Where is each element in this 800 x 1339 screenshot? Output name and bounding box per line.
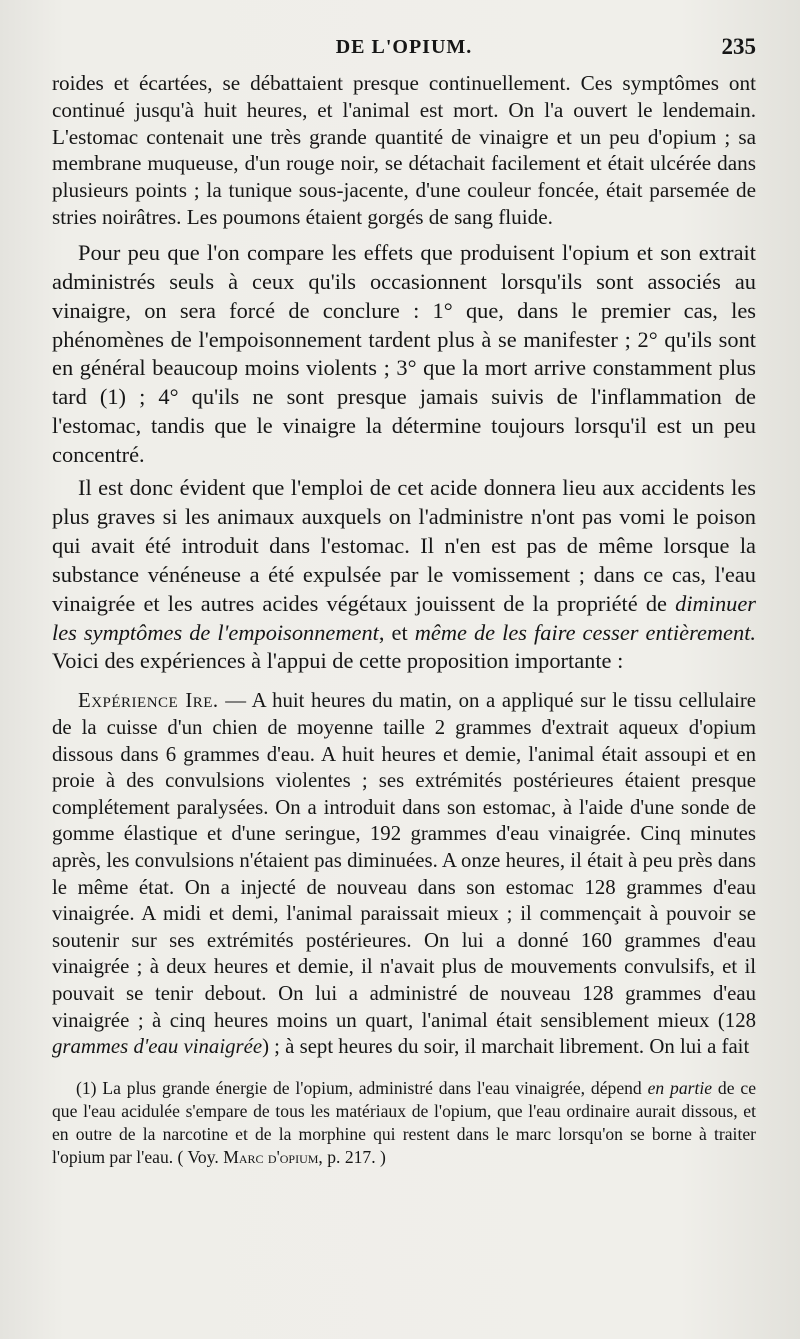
- running-title: DE L'OPIUM.: [335, 36, 473, 58]
- page-header: [52, 36, 756, 70]
- footnote-smallcaps: Marc d'opium: [223, 1146, 319, 1167]
- footnote-italic: en partie: [647, 1077, 713, 1098]
- italic-segment: même de les faire cesser entièrement.: [414, 619, 757, 645]
- text-segment: Voici des expériences à l'appui de cette proposition importante :: [52, 648, 624, 674]
- footnote-text: (1) La plus grande énergie de l'opium, administré dans l'eau vinaigrée, dépend: [76, 1077, 648, 1098]
- page-number: 235: [721, 34, 756, 59]
- experiment-heading: Expérience Ire.: [78, 689, 219, 713]
- paragraph-vinegar-effects: [52, 474, 756, 676]
- footnote: [52, 1077, 756, 1169]
- italic-segment: grammes d'eau vinaigrée: [52, 1035, 263, 1059]
- text-segment: — A huit heures du matin, on a appliqué sur le tissu cellulaire de la cuisse d'un chien de moyenne taille 2 grammes d'extrait aqueux d'opium dissous dans 6 grammes d'eau. A huit heures et demie, l'animal était assoupi et en proie à des convulsions violentes ; ses extrémités postérieures étaient presque complétement paralysées. On a introduit dans son estomac, à l'aide d'une sonde de gomme élastique et d'une seringue, 192 grammes d'eau vinaigrée. Cinq minutes après, les convulsions n'étaient pas diminuées. A onze heures, il était à peu près dans le même état. On a injecté de nouveau dans son estomac 128 grammes d'eau vinaigrée. A midi et demi, l'animal paraissait mieux ; il commençait à pouvoir se soutenir sur ses extrémités postérieures. On lui a donné 160 grammes d'eau vinaigrée ; à deux heures et demie, il n'avait plus de mouvements convulsifs, et il pouvait se tenir debout. On lui a administré de nouveau 128 grammes d'eau vinaigrée ; à cinq heures moins un quart, l'animal était sensiblement mieux (128: [52, 689, 756, 1032]
- footnote-text: de ce que l'eau acidulée s'empare de tous les matériaux de l'opium, que l'eau ordinaire aurait dissous, et en outre de la narcotine et de la morphine qui restent dans le marc lorsqu'on se borne à traiter l'opium par l'eau. ( Voy.: [52, 1077, 757, 1167]
- body-text: [52, 70, 756, 1061]
- footnote-text: , p. 217. ): [318, 1146, 386, 1167]
- paragraph-conclusions: Pour peu que l'on compare les effets que produisent l'opium et son extrait administrés seuls à ceux qu'ils occasionnent lorsqu'ils sont associés au vinaigre, on sera forcé de conclure : 1° que, dans le premier cas, les phénomènes de l'empoisonnement tardent plus à se manifester ; 2° qu'ils sont en général beaucoup moins violents ; 3° que la mort arrive constamment plus tard (1) ; 4° qu'ils ne sont presque jamais suivis de l'inflammation de l'estomac, tandis que le vinaigre la détermine toujours lorsqu'il est un peu concentré.: [52, 239, 756, 468]
- text-segment: ) ; à sept heures du soir, il marchait librement. On lui a fait: [262, 1035, 750, 1059]
- paragraph-continuation: roides et écartées, se débattaient presque continuellement. Ces symptômes ont continué jusqu'à huit heures, et l'animal est mort. On l'a ouvert le lendemain. L'estomac contenait une très grande quantité de vinaigre et un peu d'opium ; sa membrane muqueuse, d'un rouge noir, se détachait facilement et était ulcérée dans plusieurs points ; la tunique sous-jacente, d'une couleur foncée, était parsemée de stries noirâtres. Les poumons étaient gorgés de sang fluide.: [52, 71, 756, 229]
- experiment-paragraph: [52, 688, 756, 1060]
- text-segment: Il est donc évident que l'emploi de cet acide donnera lieu aux accidents les plus graves si les animaux auxquels on l'administre n'ont pas vomi le poison qui avait été introduit dans l'estomac. Il n'en est pas de même lorsque la substance vénéneuse a été expulsée par le vomissement ; dans ce cas, l'eau vinaigrée et les autres acides végétaux jouissent de la propriété de: [52, 475, 756, 616]
- italic-segment: diminuer les symptômes de l'empoisonnement: [52, 590, 756, 645]
- text-segment: , et: [378, 619, 415, 645]
